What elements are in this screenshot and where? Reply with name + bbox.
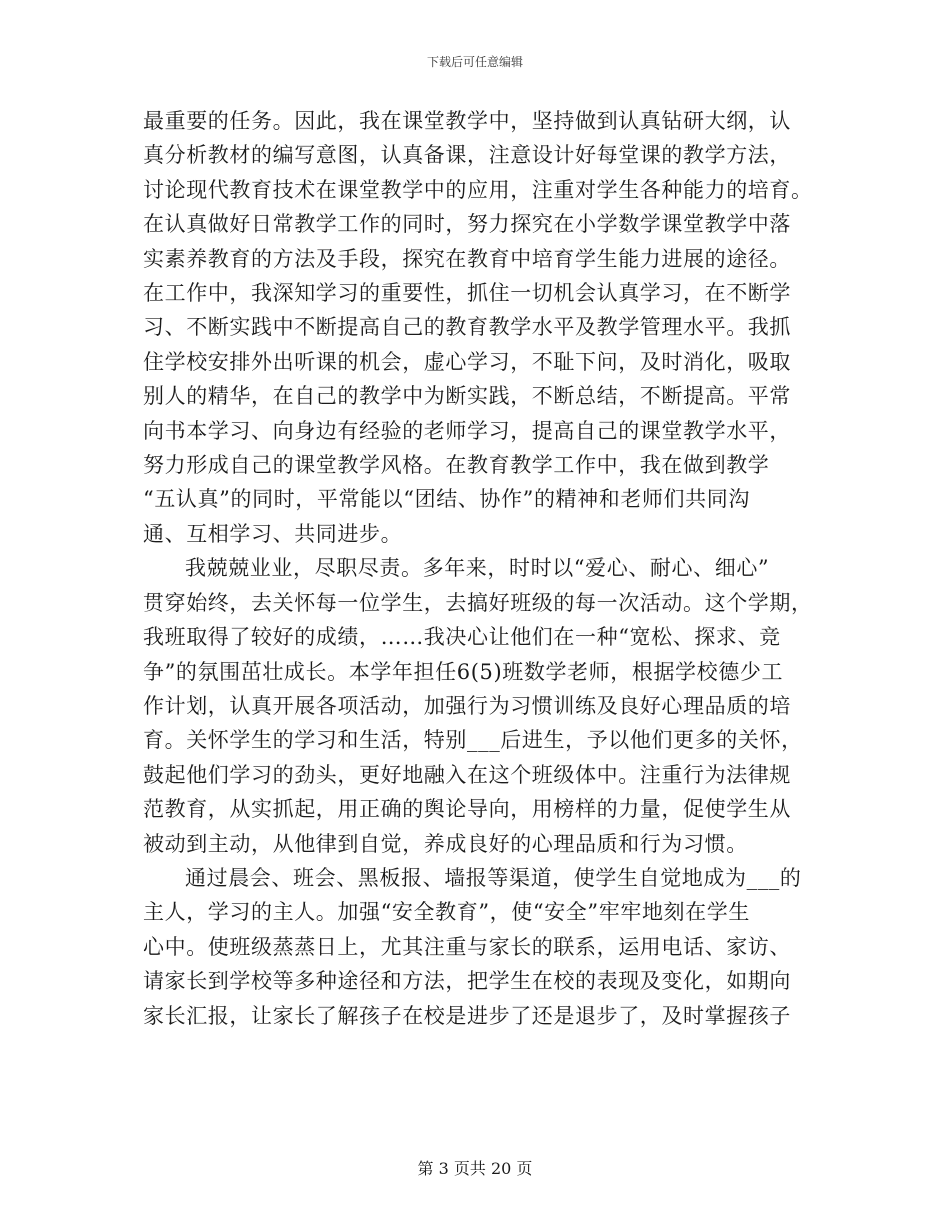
- text-line: 心中。使班级蒸蒸日上，尤其注重与家长的联系，运用电话、家访、: [143, 934, 791, 959]
- text-line: 实素养教育的方法及手段，探究在教育中培育学生能力进展的途径。: [143, 246, 791, 271]
- text-line: 被动到主动，从他律到自觉，养成良好的心理品质和行为习惯。: [143, 831, 748, 856]
- text-line: 争”的氛围茁壮成长。本学年担任6(5)班数学老师，根据学校德少工: [143, 659, 784, 684]
- text-line: 贯穿始终，去关怀每一位学生，去搞好班级的每一次活动。这个学期，: [143, 590, 813, 615]
- document-body: [143, 104, 823, 1033]
- text-line: 主人，学习的主人。加强“安全教育”，使“安全”牢牢地刻在学生: [143, 900, 750, 925]
- text-line: 通、互相学习、共同进步。: [143, 521, 403, 546]
- text-line: 别人的精华，在自己的教学中为断实践，不断总结，不断提高。平常: [143, 384, 791, 409]
- text-line: 最重要的任务。因此，我在课堂教学中，坚持做到认真钻研大纲，认: [143, 109, 791, 133]
- text-line: 家长汇报，让家长了解孩子在校是进步了还是退步了，及时掌握孩子: [143, 1003, 791, 1028]
- text-line: “五认真”的同时，平常能以“团结、协作”的精神和老师们共同沟: [143, 487, 750, 512]
- text-line: 习、不断实践中不断提高自己的教育教学水平及教学管理水平。我抓: [143, 315, 791, 340]
- text-line: 住学校安排外出听课的机会，虚心学习，不耻下问，及时消化，吸取: [143, 349, 791, 374]
- text-line: 作计划，认真开展各项活动，加强行为习惯训练及良好心理品质的培: [143, 693, 791, 718]
- text-line: 鼓起他们学习的劲头，更好地融入在这个班级体中。注重行为法律规: [143, 762, 791, 787]
- text-line: 讨论现代教育技术在课堂教学中的应用，注重对学生各种能力的培育。: [143, 177, 813, 202]
- text-line: 在工作中，我深知学习的重要性，抓住一切机会认真学习，在不断学: [143, 281, 791, 306]
- text-line: 范教育，从实抓起，用正确的舆论导向，用榜样的力量，促使学生从: [143, 797, 791, 822]
- text-line: 育。关怀学生的学习和生活，特别___后进生，予以他们更多的关怀，: [143, 728, 803, 753]
- text-line: 真分析教材的编写意图，认真备课，注意设计好每堂课的教学方法，: [143, 143, 791, 168]
- text-line: 我班取得了较好的成绩，……我决心让他们在一种“宽松、探求、竞: [143, 625, 781, 650]
- paragraph-start-line: 通过晨会、班会、黑板报、墙报等渠道，使学生自觉地成为___的: [185, 865, 802, 890]
- paragraph-start-line: 我兢兢业业，尽职尽责。多年来，时时以“爱心、耐心、细心”: [185, 556, 770, 581]
- text-line: 请家长到学校等多种途径和方法，把学生在校的表现及变化，如期向: [143, 969, 791, 994]
- text-line: 向书本学习、向身边有经验的老师学习，提高自己的课堂教学水平，: [143, 418, 791, 443]
- text-line: 努力形成自己的课堂教学风格。在教育教学工作中，我在做到教学: [143, 453, 770, 478]
- page-header: 下载后可任意编辑: [426, 55, 523, 69]
- text-line: 在认真做好日常教学工作的同时，努力探究在小学数学课堂教学中落: [143, 212, 791, 237]
- page-number: 第 3 页共 20 页: [417, 1159, 533, 1178]
